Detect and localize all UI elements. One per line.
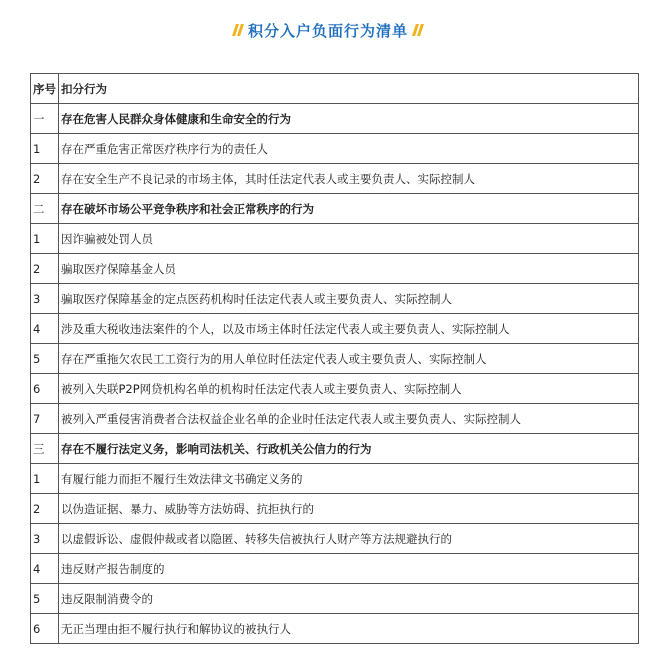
table-row [31, 584, 639, 614]
table-row [31, 224, 639, 254]
behavior-text: 以虚假诉讼、虚假仲裁或者以隐匿、转移失信被执行人财产等方法规避执行的 [59, 524, 639, 554]
row-number: 三 [31, 434, 59, 464]
behavior-text: 骗取医疗保障基金人员 [59, 254, 639, 284]
section-title: 存在不履行法定义务，影响司法机关、行政机关公信力的行为 [59, 434, 639, 464]
negative-behavior-table [30, 73, 639, 644]
row-number: 3 [31, 284, 59, 314]
column-header-behavior: 扣分行为 [59, 74, 639, 104]
row-number: 5 [31, 344, 59, 374]
table-header-row [31, 74, 639, 104]
table-row [31, 254, 639, 284]
section-title: 存在破坏市场公平竞争秩序和社会正常秩序的行为 [59, 194, 639, 224]
behavior-text: 存在严重拖欠农民工工资行为的用人单位时任法定代表人或主要负责人、实际控制人 [59, 344, 639, 374]
table-row [31, 554, 639, 584]
behavior-text: 存在严重危害正常医疗秩序行为的责任人 [59, 134, 639, 164]
row-number: 1 [31, 134, 59, 164]
table-row [31, 494, 639, 524]
table-row [31, 464, 639, 494]
row-number: 二 [31, 194, 59, 224]
row-number: 2 [31, 494, 59, 524]
table-row [31, 314, 639, 344]
table-row [31, 284, 639, 314]
row-number: 2 [31, 164, 59, 194]
table-row [31, 404, 639, 434]
column-header-number: 序号 [31, 74, 59, 104]
table-row [31, 344, 639, 374]
section-row [31, 104, 639, 134]
row-number: 7 [31, 404, 59, 434]
row-number: 4 [31, 554, 59, 584]
title-left-mark-icon [234, 23, 242, 37]
row-number: 一 [31, 104, 59, 134]
section-row [31, 434, 639, 464]
row-number: 6 [31, 374, 59, 404]
behavior-text: 违反限制消费令的 [59, 584, 639, 614]
behavior-text: 违反财产报告制度的 [59, 554, 639, 584]
table-row [31, 134, 639, 164]
row-number: 6 [31, 614, 59, 644]
page-title: 积分入户负面行为清单 [247, 21, 408, 40]
behavior-text: 骗取医疗保障基金的定点医药机构时任法定代表人或主要负责人、实际控制人 [59, 284, 639, 314]
behavior-text: 有履行能力而拒不履行生效法律文书确定义务的 [59, 464, 639, 494]
row-number: 3 [31, 524, 59, 554]
table-row [31, 374, 639, 404]
behavior-text: 被列入严重侵害消费者合法权益企业名单的企业时任法定代表人或主要负责人、实际控制人 [59, 404, 639, 434]
row-number: 1 [31, 464, 59, 494]
table-row [31, 524, 639, 554]
behavior-text: 被列入失联P2P网贷机构名单的机构时任法定代表人或主要负责人、实际控制人 [59, 374, 639, 404]
behavior-text: 无正当理由拒不履行执行和解协议的被执行人 [59, 614, 639, 644]
behavior-text: 涉及重大税收违法案件的个人，以及市场主体时任法定代表人或主要负责人、实际控制人 [59, 314, 639, 344]
row-number: 4 [31, 314, 59, 344]
section-row [31, 194, 639, 224]
behavior-text: 以伪造证据、暴力、威胁等方法妨碍、抗拒执行的 [59, 494, 639, 524]
behavior-text: 因诈骗被处罚人员 [59, 224, 639, 254]
page-title-bar [0, 16, 656, 44]
row-number: 2 [31, 254, 59, 284]
table-row [31, 164, 639, 194]
behavior-text: 存在安全生产不良记录的市场主体，其时任法定代表人或主要负责人、实际控制人 [59, 164, 639, 194]
row-number: 1 [31, 224, 59, 254]
table-body [31, 104, 639, 644]
title-right-mark-icon [414, 23, 422, 37]
row-number: 5 [31, 584, 59, 614]
table-row [31, 614, 639, 644]
section-title: 存在危害人民群众身体健康和生命安全的行为 [59, 104, 639, 134]
